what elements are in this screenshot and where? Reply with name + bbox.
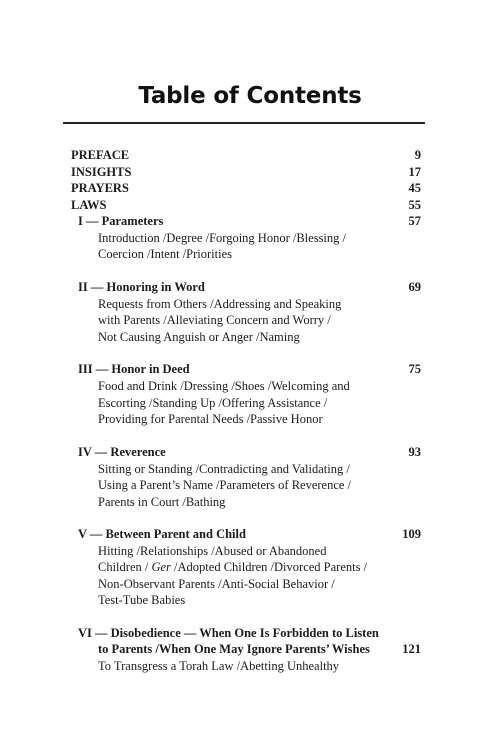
chapter-topics: Coercion /Intent /Priorities — [98, 247, 233, 261]
toc-entry-prayers[interactable] — [71, 180, 421, 197]
chapter-topics: Parents in Court /Bathing — [98, 495, 226, 509]
chapter-topics: Test-Tube Babies — [98, 593, 186, 607]
chapter-topics: Sitting or Standing /Contradicting and Validating / — [98, 462, 350, 476]
chapter-page: 93 — [408, 445, 421, 459]
chapter-topics: Not Causing Anguish or Anger /Naming — [98, 330, 300, 344]
toc-entry-page: 17 — [408, 165, 421, 179]
toc-entry-label: LAWS — [71, 198, 107, 212]
chapter-page: 57 — [408, 214, 421, 228]
chapter-page: 109 — [402, 527, 421, 541]
chapter-title: VI — Disobedience — When One Is Forbidden to Listen — [78, 626, 379, 640]
chapter-page: 75 — [408, 362, 421, 376]
chapter-title: III — Honor in Deed — [78, 362, 190, 376]
toc-chapter-iv[interactable] — [71, 444, 421, 461]
toc-chapter-ii[interactable] — [71, 279, 421, 296]
chapter-title: V — Between Parent and Child — [78, 527, 246, 541]
toc-entry-label: PREFACE — [71, 148, 130, 162]
chapter-topics: Providing for Parental Needs /Passive Honor — [98, 412, 323, 426]
chapter-topics: Introduction /Degree /Forgoing Honor /Blessing / — [98, 231, 347, 245]
toc-chapter-iii[interactable] — [71, 361, 421, 378]
chapter-title: I — Parameters — [78, 214, 164, 228]
chapter-page: 69 — [408, 280, 421, 294]
toc-chapter-vi-continued[interactable] — [71, 641, 421, 658]
toc-chapter-v[interactable] — [71, 526, 421, 543]
toc-entry-page: 45 — [408, 181, 421, 195]
toc-entry-label: PRAYERS — [71, 181, 129, 195]
chapter-topics: Using a Parent’s Name /Parameters of Reverence / — [98, 478, 352, 492]
page-title: Table of Contents — [138, 83, 362, 109]
toc-entry-insights[interactable] — [71, 164, 421, 181]
chapter-topics: To Transgress a Torah Law /Abetting Unhealthy — [98, 659, 340, 673]
chapter-topics: Non-Observant Parents /Anti-Social Behavior / — [98, 577, 335, 591]
chapter-topics: with Parents /Alleviating Concern and Worry / — [98, 313, 331, 327]
toc-entry-page: 9 — [414, 148, 421, 162]
chapter-page: 121 — [402, 642, 421, 656]
chapter-title-line2: to Parents /When One May Ignore Parents’ Wishes — [98, 642, 370, 656]
emphasized-term: Ger — [151, 560, 171, 574]
toc-chapter-vi[interactable] — [71, 625, 421, 642]
toc-entry-laws[interactable] — [71, 197, 421, 214]
chapter-topics: Hitting /Relationships /Abused or Abandoned — [98, 544, 327, 558]
chapter-title: II — Honoring in Word — [78, 280, 205, 294]
toc-entry-page: 55 — [408, 198, 421, 212]
chapter-topics: Food and Drink /Dressing /Shoes /Welcoming and — [98, 379, 350, 393]
toc-chapter-i[interactable] — [71, 213, 421, 230]
chapter-topics: Escorting /Standing Up /Offering Assistance / — [98, 396, 328, 410]
toc-entry-label: INSIGHTS — [71, 165, 132, 179]
chapter-topics: Children / Ger /Adopted Children /Divorced Parents / — [98, 560, 368, 574]
chapter-topics: Requests from Others /Addressing and Speaking — [98, 297, 342, 311]
toc-entry-preface[interactable] — [71, 147, 421, 164]
chapter-title: IV — Reverence — [78, 445, 166, 459]
